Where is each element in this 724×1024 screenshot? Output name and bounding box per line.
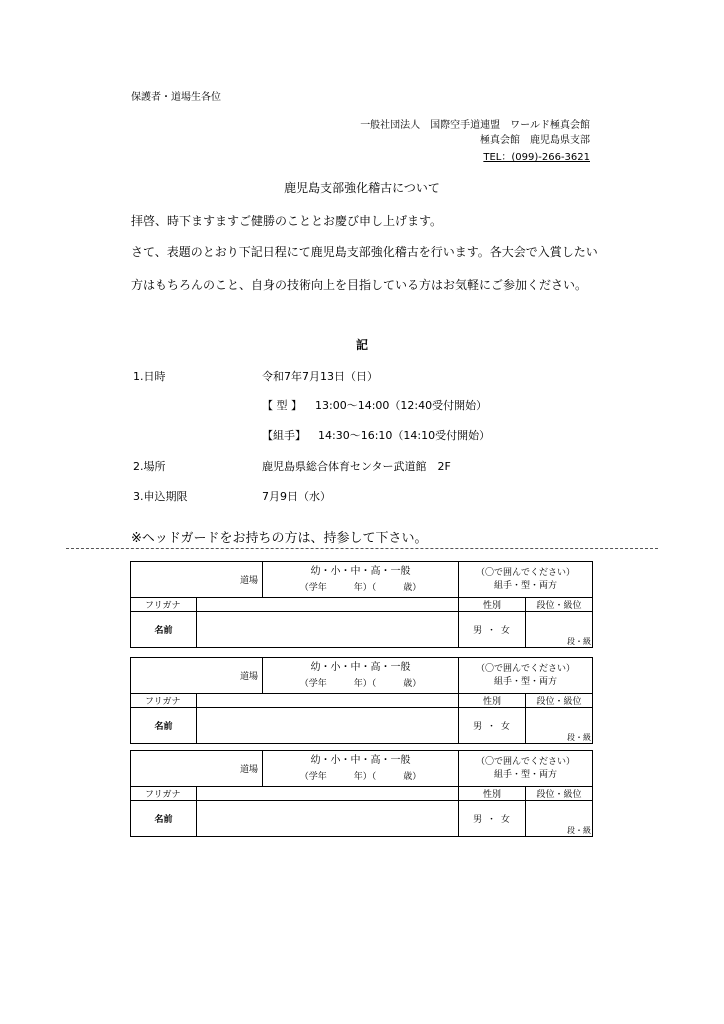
body-paragraph-2: 方はもちろんのこと、自身の技術向上を目指している方はお気軽にご参加ください。 bbox=[131, 278, 588, 292]
application-form bbox=[130, 561, 593, 648]
headgear-notice: ※ヘッドガードをお持ちの方は、持参して下さい。 bbox=[131, 531, 428, 546]
cut-line bbox=[66, 548, 658, 549]
event-choice-cell[interactable] bbox=[459, 751, 593, 787]
rank-input[interactable] bbox=[526, 708, 593, 744]
furigana-label: フリガナ bbox=[131, 787, 197, 801]
gender-options[interactable]: 男 ・ 女 bbox=[459, 708, 526, 744]
deadline-label: 3.申込期限 bbox=[133, 490, 188, 503]
document-title: 鹿児島支部強化稽古について bbox=[284, 181, 440, 195]
deadline-value: 7月9日（水） bbox=[262, 490, 331, 503]
body-paragraph-1: さて、表題のとおり下記日程にて鹿児島支部強化稽古を行います。各大会で入賞したい bbox=[131, 245, 598, 259]
dojo-label: 道場 bbox=[240, 576, 259, 586]
kata-label: 【 型 】 bbox=[262, 399, 302, 412]
dojo-label: 道場 bbox=[240, 765, 259, 775]
choice-note: （〇で囲んでください） bbox=[476, 756, 576, 767]
gender-header: 性別 bbox=[459, 787, 526, 801]
event-options[interactable]: 組手・型・両方 bbox=[494, 769, 558, 780]
org-branch: 極真会館 鹿児島県支部 bbox=[480, 135, 590, 146]
furigana-label: フリガナ bbox=[131, 598, 197, 612]
name-input[interactable] bbox=[197, 708, 459, 744]
org-name: 一般社団法人 国際空手道連盟 ワールド極真会館 bbox=[360, 120, 590, 131]
name-label: 名前 bbox=[131, 612, 197, 648]
telephone: TEL：(099)-266-3621 bbox=[483, 152, 590, 163]
grade-age-field[interactable]: （学年 年）（ 歳） bbox=[299, 678, 422, 689]
grade-age-field[interactable]: （学年 年）（ 歳） bbox=[299, 771, 422, 782]
rank-header: 段位・級位 bbox=[526, 598, 593, 612]
dojo-field[interactable] bbox=[131, 562, 263, 598]
kata-time: 13:00～14:00（12:40受付開始） bbox=[315, 399, 488, 412]
category-cell[interactable] bbox=[263, 658, 459, 694]
gender-header: 性別 bbox=[459, 598, 526, 612]
category-options[interactable]: 幼・小・中・高・一般 bbox=[310, 565, 411, 577]
place-label: 2.場所 bbox=[133, 460, 166, 473]
grade-age-field[interactable]: （学年 年）（ 歳） bbox=[299, 582, 422, 593]
event-choice-cell[interactable] bbox=[459, 658, 593, 694]
recipient: 保護者・道場生各位 bbox=[131, 92, 221, 103]
event-choice-cell[interactable] bbox=[459, 562, 593, 598]
category-cell[interactable] bbox=[263, 562, 459, 598]
rank-header: 段位・級位 bbox=[526, 694, 593, 708]
rank-input[interactable] bbox=[526, 612, 593, 648]
category-options[interactable]: 幼・小・中・高・一般 bbox=[310, 754, 411, 766]
application-form bbox=[130, 657, 593, 744]
choice-note: （〇で囲んでください） bbox=[476, 567, 576, 578]
rank-unit: 段・級 bbox=[567, 733, 592, 742]
rank-input[interactable] bbox=[526, 801, 593, 837]
name-label: 名前 bbox=[131, 801, 197, 837]
name-label: 名前 bbox=[131, 708, 197, 744]
category-cell[interactable] bbox=[263, 751, 459, 787]
gender-options[interactable]: 男 ・ 女 bbox=[459, 612, 526, 648]
gender-options[interactable]: 男 ・ 女 bbox=[459, 801, 526, 837]
ki-heading: 記 bbox=[355, 338, 368, 352]
dojo-field[interactable] bbox=[131, 658, 263, 694]
name-input[interactable] bbox=[197, 612, 459, 648]
application-form bbox=[130, 750, 593, 837]
furigana-input[interactable] bbox=[197, 787, 459, 801]
rank-unit: 段・級 bbox=[567, 637, 592, 646]
furigana-input[interactable] bbox=[197, 694, 459, 708]
gender-header: 性別 bbox=[459, 694, 526, 708]
kumite-label: 【組手】 bbox=[262, 429, 306, 442]
furigana-input[interactable] bbox=[197, 598, 459, 612]
name-input[interactable] bbox=[197, 801, 459, 837]
date-label: 1.日時 bbox=[133, 370, 166, 383]
dojo-label: 道場 bbox=[240, 672, 259, 682]
rank-unit: 段・級 bbox=[567, 826, 592, 835]
date-value: 令和7年7月13日（日） bbox=[262, 370, 378, 383]
choice-note: （〇で囲んでください） bbox=[476, 663, 576, 674]
greeting: 拝啓、時下ますますご健勝のこととお慶び申し上げます。 bbox=[131, 214, 443, 228]
furigana-label: フリガナ bbox=[131, 694, 197, 708]
event-options[interactable]: 組手・型・両方 bbox=[494, 580, 558, 591]
category-options[interactable]: 幼・小・中・高・一般 bbox=[310, 661, 411, 673]
place-value: 鹿児島県総合体育センター武道館 2F bbox=[262, 460, 451, 473]
kumite-time: 14:30～16:10（14:10受付開始） bbox=[318, 429, 491, 442]
event-options[interactable]: 組手・型・両方 bbox=[494, 676, 558, 687]
rank-header: 段位・級位 bbox=[526, 787, 593, 801]
dojo-field[interactable] bbox=[131, 751, 263, 787]
